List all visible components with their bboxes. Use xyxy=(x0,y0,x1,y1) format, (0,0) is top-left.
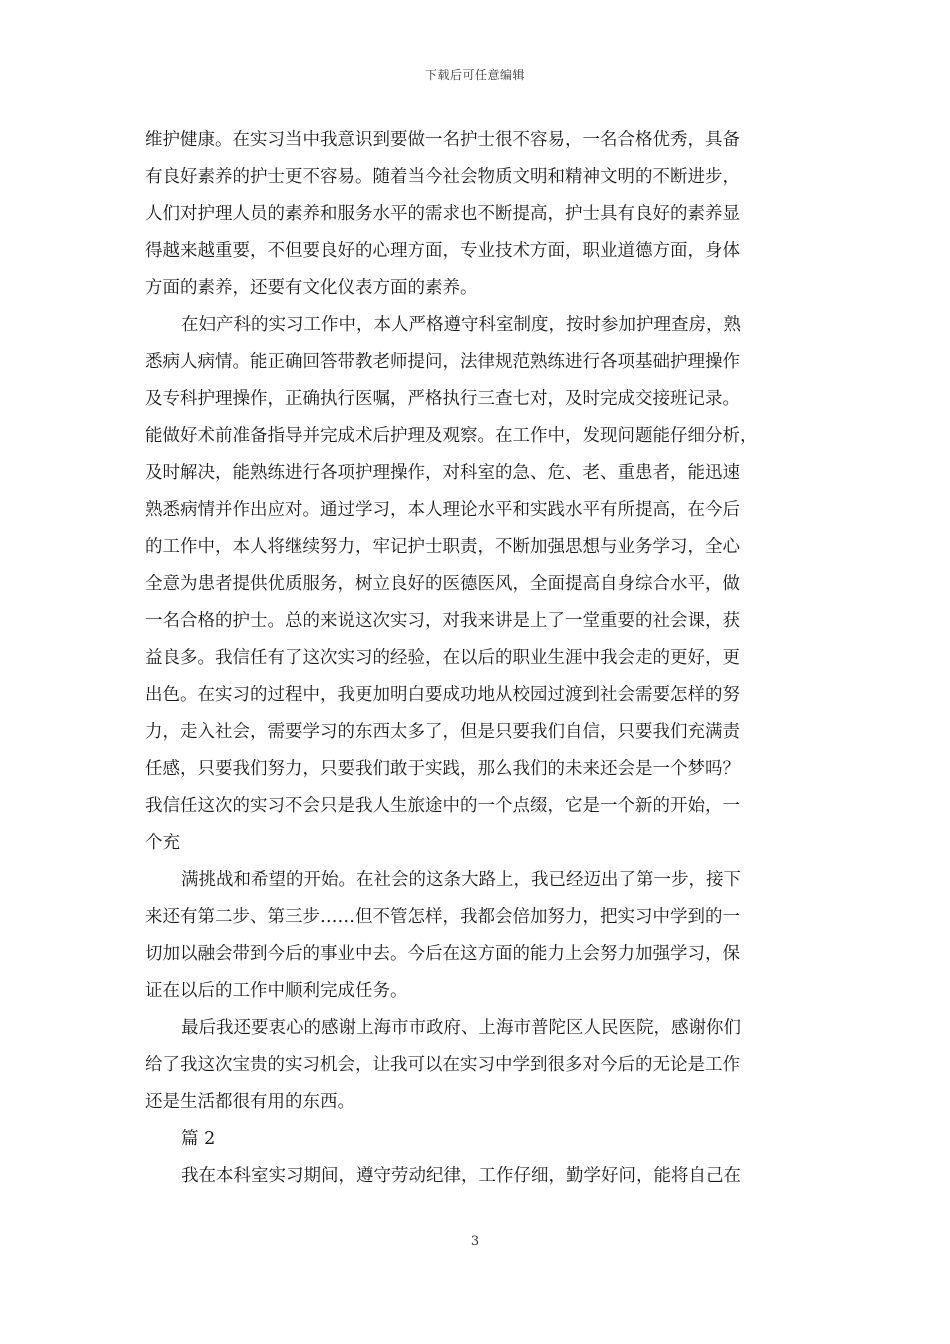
text-line: 益良多。我信任有了这次实习的经验，在以后的职业生涯中我会走的更好，更 xyxy=(145,648,740,668)
text-line: 及时解决，能熟练进行各项护理操作，对科室的急、危、老、重患者，能迅速 xyxy=(145,463,740,483)
paragraph-start-line: 最后我还要衷心的感谢上海市市政府、上海市普陀区人民医院，感谢你们 xyxy=(181,1018,741,1038)
text-line: 全意为患者提供优质服务，树立良好的医德医风，全面提高自身综合水平，做 xyxy=(145,574,740,594)
paragraph-start-line: 满挑战和希望的开始。在社会的这条大路上，我已经迈出了第一步，接下 xyxy=(181,870,741,890)
text-line: 人们对护理人员的素养和服务水平的需求也不断提高，护士具有良好的素养显 xyxy=(145,204,740,224)
section-heading: 篇 2 xyxy=(181,1129,216,1149)
text-line: 给了我这次宝贵的实习机会，让我可以在实习中学到很多对今后的无论是工作 xyxy=(145,1055,740,1075)
text-line: 熟悉病情并作出应对。通过学习，本人理论水平和实践水平有所提高，在今后 xyxy=(145,500,740,520)
text-line: 一名合格的护士。总的来说这次实习，对我来讲是上了一堂重要的社会课，获 xyxy=(145,611,740,631)
page-number: 3 xyxy=(470,1234,480,1249)
text-line: 的工作中，本人将继续努力，牢记护士职责，不断加强思想与业务学习，全心 xyxy=(145,537,740,557)
text-line: 方面的素养，还要有文化仪表方面的素养。 xyxy=(145,278,478,298)
text-line: 悉病人病情。能正确回答带教老师提问，法律规范熟练进行各项基础护理操作 xyxy=(145,352,740,372)
text-line: 出色。在实习的过程中，我更加明白要成功地从校园过渡到社会需要怎样的努 xyxy=(145,685,740,705)
text-line: 力，走入社会，需要学习的东西太多了，但是只要我们自信，只要我们充满责 xyxy=(145,722,740,742)
text-line: 切加以融会带到今后的事业中去。今后在这方面的能力上会努力加强学习，保 xyxy=(145,944,740,964)
text-line: 维护健康。在实习当中我意识到要做一名护士很不容易，一名合格优秀，具备 xyxy=(145,130,740,150)
page-header: 下载后可任意编辑 xyxy=(424,68,525,82)
text-line: 任感，只要我们努力，只要我们敢于实践，那么我们的未来还会是一个梦吗？ xyxy=(145,759,740,779)
paragraph-start-line: 在妇产科的实习工作中，本人严格遵守科室制度，按时参加护理查房，熟 xyxy=(181,315,741,335)
text-line: 有良好素养的护士更不容易。随着当今社会物质文明和精神文明的不断进步， xyxy=(145,167,740,187)
paragraph-start-line: 我在本科室实习期间，遵守劳动纪律，工作仔细，勤学好问，能将自己在 xyxy=(181,1166,741,1186)
document-body xyxy=(145,122,807,1195)
text-line: 证在以后的工作中顺利完成任务。 xyxy=(145,981,408,1001)
text-line: 及专科护理操作，正确执行医嘱，严格执行三查七对，及时完成交接班记录。 xyxy=(145,389,740,409)
text-line: 得越来越重要，不但要良好的心理方面，专业技术方面，职业道德方面，身体 xyxy=(145,241,740,261)
text-line: 来还有第二步、第三步……但不管怎样，我都会倍加努力，把实习中学到的一 xyxy=(145,907,740,927)
text-line: 我信任这次的实习不会只是我人生旅途中的一个点缀，它是一个新的开始，一 xyxy=(145,796,740,816)
text-line: 还是生活都很有用的东西。 xyxy=(145,1092,355,1112)
text-line: 能做好术前准备指导并完成术后护理及观察。在工作中，发现问题能仔细分析， xyxy=(145,426,758,446)
text-line: 个充 xyxy=(145,833,180,853)
